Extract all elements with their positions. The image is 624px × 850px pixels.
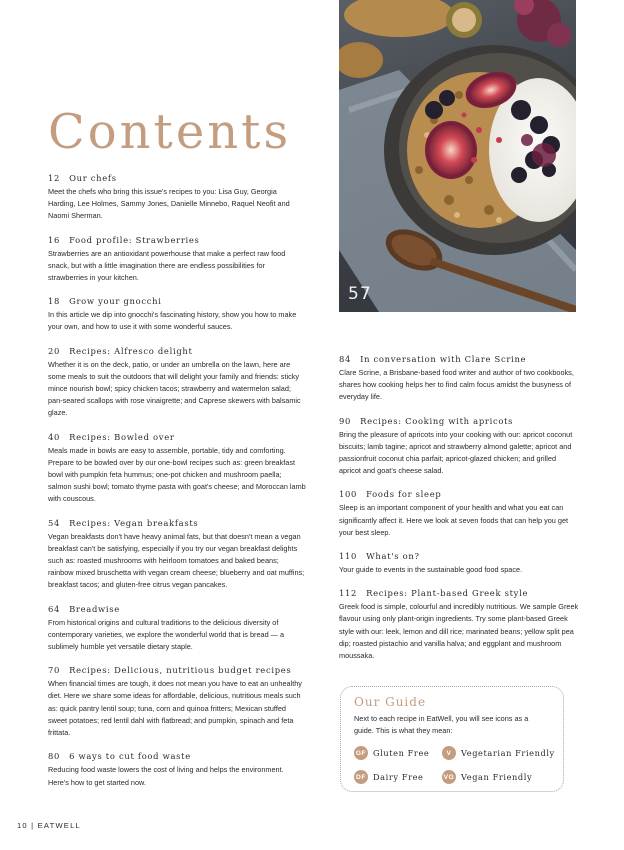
entry-page-number: 54 (48, 517, 61, 528)
entry-heading (339, 550, 579, 563)
granola-bowl-photo (339, 0, 576, 312)
entry-title: 6 ways to cut food waste (69, 751, 191, 762)
contents-entry[interactable] (339, 587, 579, 662)
entry-description: Vegan breakfasts don't have heavy animal fats, but that doesn't mean a vegan breakfast can't be satisfying, especially if you try our vegan breakfast delights such as: roasted mushrooms with heirloom tomatoes and baked beans; rainbow mixed bruschetta with vegan cream cheese; blueberry and oat muffins; breakfast tacos; and gluten-free citrus vegan pancakes. (48, 531, 305, 590)
legend-label: Vegan Friendly (461, 772, 533, 782)
contents-entry[interactable] (48, 664, 306, 739)
contents-entry[interactable] (48, 295, 306, 333)
entry-title: Grow your gnocchi (69, 296, 162, 307)
contents-list-left (48, 172, 306, 800)
entry-title: Recipes: Delicious, nutritious budget recipes (69, 665, 292, 676)
entry-page-number: 84 (339, 354, 352, 364)
entry-description: Your guide to events in the sustainable good food space. (339, 565, 523, 575)
entry-title: Foods for sleep (366, 489, 442, 500)
contents-entry[interactable] (48, 345, 306, 420)
vegan-icon: VG (442, 770, 456, 784)
legend-vegan (442, 770, 532, 784)
legend-dairy-free (354, 770, 424, 784)
entry-page-number: 64 (48, 603, 61, 614)
entry-page-number: 112 (339, 588, 358, 599)
dairy-free-icon: DF (354, 770, 368, 784)
contents-entry[interactable] (48, 603, 306, 654)
legend-gluten-free (354, 746, 429, 760)
entry-heading (339, 587, 579, 600)
entry-description: Clare Scrine, a Brisbane-based food writer and author of two cookbooks, shares how cooking helps her to find calm focus amidst the busyness of everyday life. (339, 368, 574, 402)
page-footer: 10 | EATWELL (17, 821, 81, 830)
entry-heading (339, 488, 579, 501)
entry-heading (48, 345, 306, 358)
entry-page-number: 16 (48, 234, 61, 245)
entry-page-number: 40 (48, 431, 61, 442)
contents-entry[interactable] (48, 234, 306, 285)
entry-title: Recipes: Bowled over (69, 431, 175, 442)
contents-entry[interactable] (339, 488, 579, 539)
entry-heading (48, 234, 306, 247)
entry-heading (48, 172, 306, 185)
entry-heading (48, 603, 306, 616)
page-title: Contents (48, 104, 292, 160)
entry-page-number: 80 (48, 751, 61, 762)
contents-entry[interactable] (339, 415, 579, 478)
legend-label: Dairy Free (373, 772, 424, 782)
entry-description: From historical origins and cultural traditions to the delicious diversity of contemporary varieties, we explore the wonderful world that is bread — a sublimely humble yet versatile dietary staple. (48, 617, 285, 652)
legend-label: Gluten Free (373, 748, 430, 758)
entry-page-number: 100 (339, 489, 358, 500)
entry-title: Our chefs (69, 173, 117, 183)
entry-page-number: 12 (48, 173, 61, 183)
entry-description: When financial times are tough, it does not mean you have to eat an unhealthy diet. Here we share some ideas for affordable, delicious, nutritious meals such as: quick pantry lentil soup; tuna, corn and quinoa fritters; Mexican stuffed sweet potatoes; red lentil dahl with flatbread; and pumpkin, spinach and feta frittata. (48, 679, 302, 738)
entry-description: Greek food is simple, colourful and incredibly nutritious. We sample Greek flavour using only plant-origin ingredients. Try some plant-based Greek style with our: leek, lemon and dill rice; marinated beans; yellow split pea dip; roasted pistachio and vanilla halva; and eggplant and mushroom moussaka. (339, 602, 579, 661)
contents-entry[interactable] (339, 550, 579, 576)
entry-description: Whether it is on the deck, patio, or under an umbrella on the lawn, here are some meals to suit the outdoors that will delight your family and friends: sticky mince nourish bowl; spicy chicken tacos; strawberry and watermelon salad; pan-seared scallops with rose vinaigrette; and Caprese skewers with balsamic glaze. (48, 359, 301, 418)
entry-title: Recipes: Plant-based Greek style (366, 588, 529, 599)
entry-description: Reducing food waste lowers the cost of living and helps the environment. Here's how to get started now. (48, 765, 284, 787)
entry-page-number: 110 (339, 551, 358, 562)
entry-heading (48, 295, 306, 308)
contents-list-right (339, 353, 579, 673)
entry-title: What's on? (366, 551, 420, 562)
entry-description: Sleep is an important component of your health and what you eat can significantly affect it. Here we look at seven foods that can help you get your best sleep. (339, 503, 569, 537)
entry-page-number: 70 (48, 665, 61, 676)
entry-description: Strawberries are an antioxidant powerhouse that make a perfect raw food snack, but with a little imagination there are endless possibilities for strawberries in your kitchen. (48, 248, 286, 283)
entry-heading (48, 517, 306, 530)
entry-title: In conversation with Clare Scrine (360, 354, 527, 364)
entry-description: Meet the chefs who bring this issue's recipes to you: Lisa Guy, Georgia Harding, Lee Holmes, Sammy Jones, Danielle Minnebo, Raquel Neofit and Naomi Sherman. (48, 187, 290, 221)
contents-entry[interactable] (48, 750, 306, 788)
legend-label: Vegetarian Friendly (461, 748, 555, 758)
entry-description: Bring the pleasure of apricots into your cooking with our: apricot coconut biscuits; lamb tagine; apricot and strawberry almond galette; apricot and passionfruit coconut chia parfait; apricot-glazed chicken; and grilled apricot and goat's cheese salad. (339, 429, 573, 476)
entry-heading (339, 353, 579, 366)
guide-title: Our Guide (354, 695, 427, 709)
entry-title: Breadwise (69, 603, 120, 614)
guide-text: Next to each recipe in EatWell, you will see icons as a guide. This is what they mean: (354, 714, 529, 735)
entry-heading (48, 664, 306, 677)
entry-page-number: 90 (339, 415, 352, 426)
entry-title: Food profile: Strawberries (69, 234, 200, 245)
entry-heading (48, 431, 306, 444)
entry-description: In this article we dip into gnocchi's fascinating history, show you how to make your own, and how to use it with some wonderful sauces. (48, 310, 297, 332)
entry-title: Recipes: Vegan breakfasts (69, 517, 199, 528)
contents-entry[interactable] (48, 431, 306, 506)
vegetarian-icon: V (442, 746, 456, 760)
entry-title: Recipes: Alfresco delight (69, 345, 193, 356)
contents-entry[interactable] (339, 353, 579, 404)
granola-bowl-illustration (339, 0, 576, 312)
entry-title: Recipes: Cooking with apricots (360, 415, 514, 426)
entry-heading (48, 750, 306, 763)
our-guide-box (340, 686, 564, 792)
contents-entry[interactable] (48, 517, 306, 592)
photo-page-number: 57 (348, 284, 372, 304)
entry-page-number: 18 (48, 296, 61, 307)
entry-description: Meals made in bowls are easy to assemble, portable, tidy and comforting. Prepare to be bowled over by our one-bowl recipes such as: green breakfast bowl with pumpkin feta hummus; one-pot chicken and mushroom paella; salmon sushi bowl; tomato thyme pasta with goat's cheese; and Moroccan lamb with couscous. (48, 445, 306, 504)
entry-page-number: 20 (48, 345, 61, 356)
legend-vegetarian (442, 746, 555, 760)
contents-entry[interactable] (48, 172, 306, 223)
gluten-free-icon: GF (354, 746, 368, 760)
entry-heading (339, 415, 579, 428)
